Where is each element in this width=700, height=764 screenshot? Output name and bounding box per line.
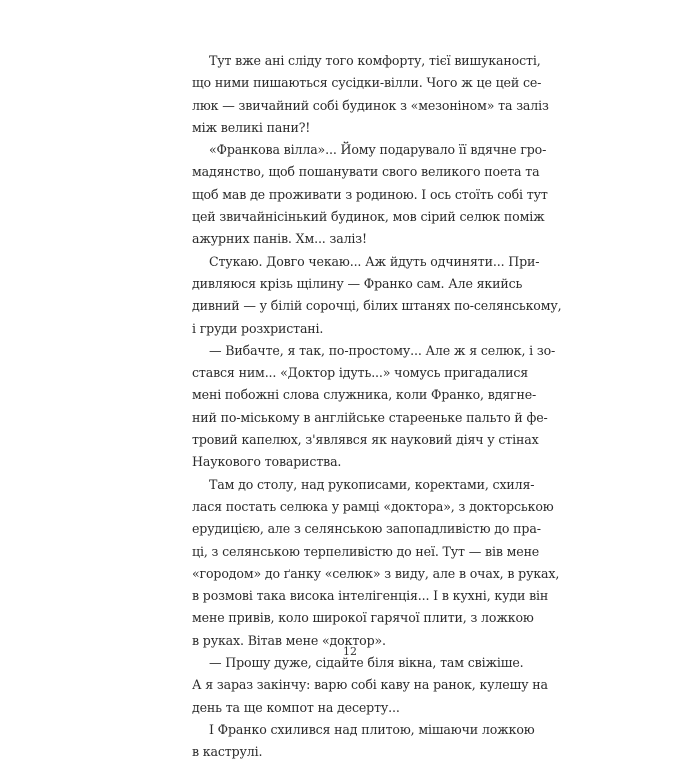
text-line: стався ним... «Доктор ідуть...» чомусь пригадалися	[192, 365, 529, 381]
text-line: — Прошу дуже, сідайте біля вікна, там свіжіше.	[209, 655, 524, 671]
text-line: і груди розхристані.	[192, 320, 324, 336]
text-line: мене привів, коло широкої гарячої плити, з ложкою	[192, 610, 534, 626]
text-line: «Франкова вілла»... Йому подарувало її вдячне гро-	[209, 142, 547, 158]
text-line: — Вибачте, я так, по-простому... Але ж я селюк, і зо-	[209, 342, 556, 358]
text-line: що ними пишаються сусідки-вілли. Чого ж це цей се-	[192, 75, 542, 91]
text-line: дивляюся крізь щілину — Франко сам. Але якийсь	[192, 275, 523, 291]
text-line: ний по-міському в англійське старееньке пальто й фе-	[192, 409, 548, 425]
text-line: в розмові така висока інтелігенція... І в кухні, куди він	[192, 588, 549, 604]
text-line: А я зараз закінчу: варю собі каву на ранок, кулешу на	[192, 677, 548, 693]
text-line: мадянство, щоб пошанувати свого великого поета та	[192, 164, 540, 180]
text-line: в руках. Вітав мене «доктор».	[192, 632, 386, 648]
text-line: ерудицією, але з селянською запопадливістю до пра-	[192, 521, 541, 537]
text-line: ці, з селянською терпеливістю до неї. Тут — вів мене	[192, 543, 540, 559]
text-line: тровий капелюх, з'являвся як науковий діяч у стінах	[192, 432, 539, 448]
text-line: дивний — у білій сорочці, білих штанях по-селянському,	[192, 298, 562, 314]
text-line: цей звичайнісінький будинок, мов сірий селюк поміж	[192, 209, 545, 225]
text-line: І Франко схилився над плитою, мішаючи ложкою	[209, 721, 535, 737]
text-line: Стукаю. Довго чекаю... Аж йдуть одчиняти... При-	[209, 253, 540, 269]
text-line: мені побожні слова служника, коли Франко, вдягне-	[192, 387, 537, 403]
text-line: «городом» до ґанку «селюк» з виду, але в очах, в руках,	[192, 565, 560, 581]
text-line: Наукового товариства.	[192, 454, 342, 470]
text-line: люк — звичайний собі будинок з «мезоніном» та заліз	[192, 97, 549, 113]
text-line: між великі пани?!	[192, 119, 311, 135]
text-line: ажурних панів. Хм... заліз!	[192, 231, 367, 247]
text-line: день та ще компот на десерту...	[192, 699, 400, 715]
text-line: Там до столу, над рукописами, коректами, схиля-	[209, 476, 535, 492]
text-line: лася постать селюка у рамці «доктора», з докторською	[192, 498, 554, 514]
text-line: Тут вже ані сліду того комфорту, тієї вишуканості,	[209, 53, 541, 68]
page-number: 12	[343, 645, 357, 658]
text-line: в каструлі.	[192, 744, 263, 760]
text-line: щоб мав де проживати з родиною. І ось стоїть собі тут	[192, 186, 548, 202]
